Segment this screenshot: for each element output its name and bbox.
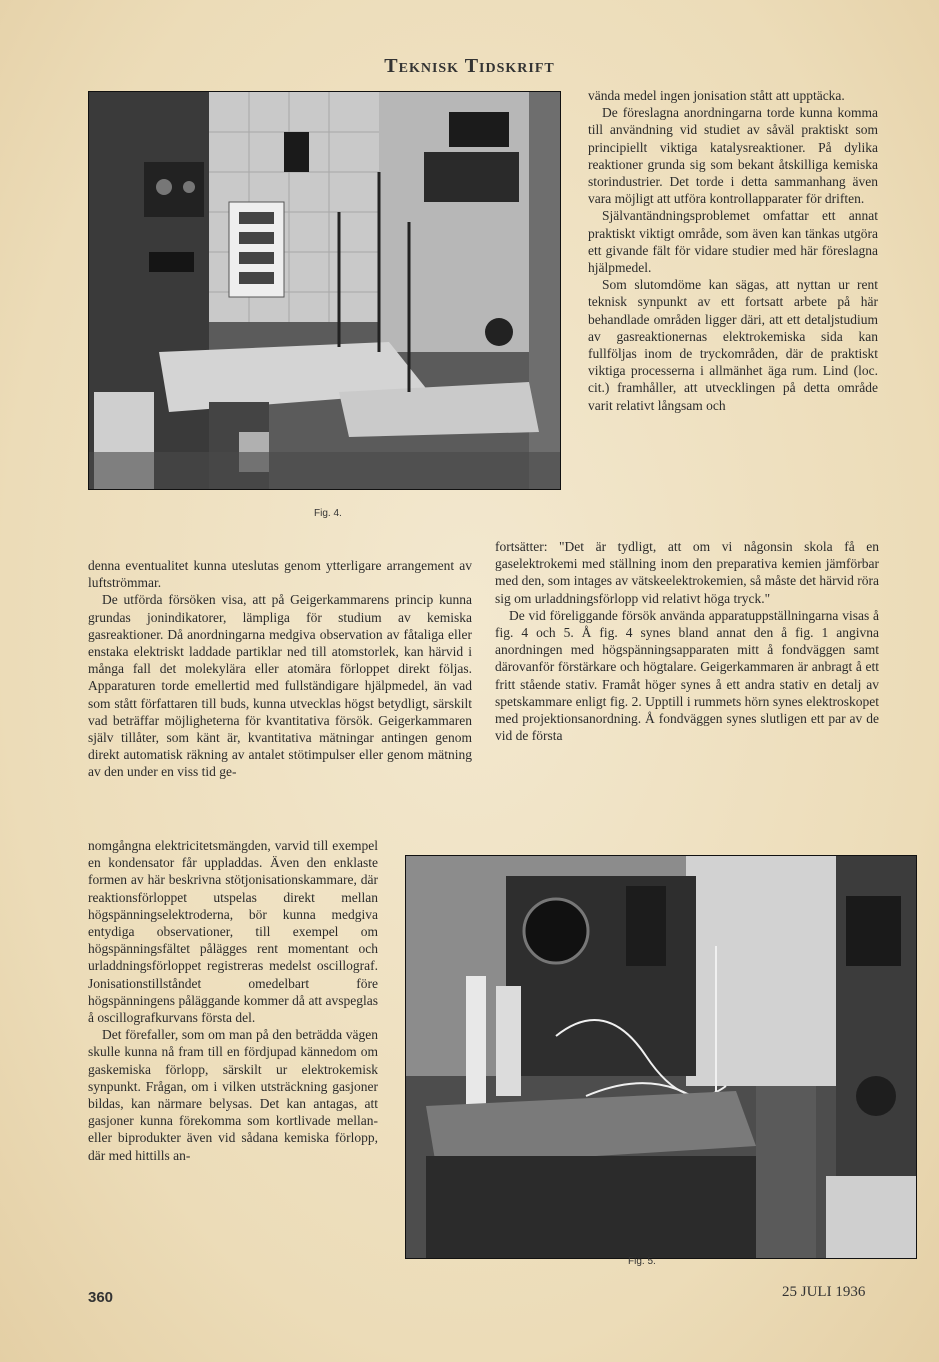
paragraph: Självantändningsproblemet omfattar ett annat praktiskt viktigt område, som även kan tänkas utgöra ett givande fält för vidare studier med här föreslagna hjälpmedel. xyxy=(588,208,878,276)
fig5-photo xyxy=(405,855,917,1259)
paragraph: Det förefaller, som om man på den beträdda vägen skulle kunna nå fram till en fördjupad kännedom om gaskemiska förlopp, särskilt ur elektrokemisk synpunkt. Frågan, om i vilken utsträckning gasjoner bildas, kan närmare belysas. Det kan antagas, att gasjoner kunna förekomma som kortlivade mellan- eller biprodukter även vid sådana kemiska förlopp, där med hittills an- xyxy=(88,1027,378,1163)
fig5-caption: Fig. 5. xyxy=(628,1256,656,1267)
left-column-middle xyxy=(88,557,472,781)
fig4-photo xyxy=(88,91,561,490)
paragraph: De föreslagna anordningarna torde kunna komma till användning vid studiet av såväl praktiskt som principiellt viktiga katalysreaktioner. På dylika reaktioner grunda sig som bekant åtskilliga kemiska storindustrier. Det torde i detta sammanhang även vara möjligt att utföra kontrollapparater för driften. xyxy=(588,105,878,207)
paragraph: De vid föreliggande försök använda apparatuppställningarna visas å fig. 4 och 5. Å fig. 4 synes bland annat den å fig. 1 angivna anordningen med högspänningsapparaten mitt å fondväggen samt därovanför förstärkare och högtalare. Geigerkammaren är anbragt å ett fritt stående stativ. Framåt höger synes å ett andra stativ en detalj av spetskammare enligt fig. 2. Upptill i rummets hörn synes elektroskopet med projektionsanordning. Å fondväggen synes slutligen ett par av de vid de första xyxy=(495,607,879,744)
paragraph: denna eventualitet kunna uteslutas genom ytterligare arrangement av luftströmmar. xyxy=(88,558,472,591)
paragraph: vända medel ingen jonisation stått att upptäcka. xyxy=(588,88,845,103)
fig4-caption: Fig. 4. xyxy=(314,508,342,519)
left-column-lower xyxy=(88,837,378,1164)
paragraph: fortsätter: "Det är tydligt, att om vi någonsin skola få en gaselektrokemi med ställning inom den preparativa kemien jämförbar med den, som intages av vätskeelektrokemien, så måste det härvid röra sig om urladdningsförlopp vid relativt höga tryck." xyxy=(495,539,879,606)
paragraph: nomgångna elektricitetsmängden, varvid till exempel en kondensator får uppladdas. Även den enklaste formen av här beskrivna stötjonisationskammare, där reaktionsförloppet utspelas direkt mellan högspänningselektroderna, bör kunna medgiva entydiga observationer, till exempel om högspänningsfältet pålägges rent momentant och urladdningsförloppet registreras medelst oscillograf. Jonisationstillståndet omedelbart före högspänningens påläggande kommer då att avspeglas å oscillografkurvans första del. xyxy=(88,838,378,1026)
page-number: 360 xyxy=(88,1289,114,1306)
right-column-upper xyxy=(588,87,878,414)
paragraph: De utförda försöken visa, att på Geigerkammarens princip kunna grundas jonindikatorer, lämpliga för studium av kemiska gasreaktioner. Då anordningarna medgiva observation av fåtaliga eller enstaka elektriskt laddade partiklar ned till atomstorlek, kan härvid i många fall det molekylära eller atomära förloppet direkt följas. Apparaturen torde emellertid med fullständigare hjälpmedel, än vad som stått författaren till buds, kunna utvecklas högst betydligt, särskilt vad beträffar möjligheterna för kvantitativa försök. Geigerkammaren själv tillåter, som känt är, kvantitativa mätningar antingen genom direkt automatisk räkning av antalet stötimpulser eller genom mätning av den under en viss tid ge- xyxy=(88,592,472,780)
paragraph: Som slutomdöme kan sägas, att nyttan ur rent teknisk synpunkt av ett fortsatt arbete på här behandlade områden ligger däri, att ett detaljstudium av gasreaktionernas elektrokemiska sida kan fullföljas inom de tryckområden, där de praktiskt viktiga processerna i allmänhet äga rum. Lind (loc. cit.) framhåller, att utvecklingen på detta område varit relativt långsam och xyxy=(588,277,878,413)
issue-date: 25 JULI 1936 xyxy=(782,1284,866,1300)
right-column-middle xyxy=(495,538,879,744)
journal-title: Teknisk Tidskrift xyxy=(384,55,555,77)
